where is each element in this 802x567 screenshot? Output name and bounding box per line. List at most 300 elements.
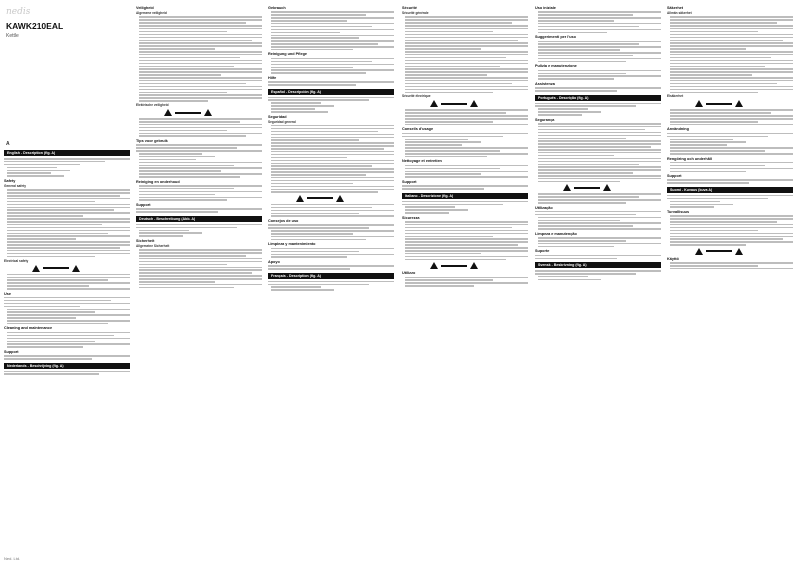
text-line xyxy=(4,297,130,299)
text-line xyxy=(538,52,661,54)
caution-box-icon xyxy=(441,103,467,105)
text-line xyxy=(535,273,636,275)
text-line xyxy=(535,270,661,272)
text-line xyxy=(271,148,384,150)
text-line xyxy=(670,238,783,240)
text-line xyxy=(271,207,372,209)
text-line xyxy=(271,67,353,69)
text-line xyxy=(670,162,793,164)
section-bar: Français - Description (fig. A) xyxy=(268,273,394,279)
warning-triangle-icon xyxy=(695,248,703,255)
text-line xyxy=(538,202,626,204)
footer: Ned. Ltd. xyxy=(4,556,21,561)
text-line xyxy=(139,54,262,56)
text-line xyxy=(139,287,234,289)
text-line xyxy=(402,133,528,135)
text-line xyxy=(139,60,262,62)
text-line xyxy=(139,252,262,254)
text-line xyxy=(139,258,262,260)
text-line xyxy=(271,131,378,133)
text-line xyxy=(7,238,76,240)
text-line xyxy=(670,25,793,27)
text-line xyxy=(7,279,108,281)
caution-label xyxy=(164,109,262,116)
heading: Consejos de uso xyxy=(268,218,299,223)
text-line xyxy=(7,282,130,284)
text-line xyxy=(538,49,620,51)
text-line xyxy=(271,43,378,45)
text-line xyxy=(670,51,793,53)
text-line xyxy=(670,63,793,65)
text-line xyxy=(538,228,661,230)
text-line xyxy=(670,109,793,111)
text-line xyxy=(405,139,468,141)
text-line xyxy=(405,233,528,235)
subheading: Electrical safety xyxy=(4,258,29,263)
text-line xyxy=(538,14,633,16)
text-line xyxy=(271,128,394,130)
heading: Conseils d'usage xyxy=(402,127,434,132)
text-line xyxy=(271,49,353,51)
warning-triangle-icon xyxy=(164,109,172,116)
heading: Reinigung und Pflege xyxy=(268,52,308,57)
column-3 xyxy=(268,4,394,292)
text-line xyxy=(538,75,661,77)
subheading: Elsäkerhet xyxy=(667,94,684,99)
text-line xyxy=(670,22,777,24)
warning-triangle-icon xyxy=(603,184,611,191)
text-line xyxy=(405,22,512,24)
warning-triangle-icon xyxy=(430,262,438,269)
section-bar: Italiano - Descrizione (fig. A) xyxy=(402,193,528,199)
text-line xyxy=(139,191,262,193)
text-line xyxy=(271,69,394,71)
warning-triangle-icon xyxy=(470,262,478,269)
text-line xyxy=(139,272,252,274)
text-line xyxy=(271,236,394,238)
text-line xyxy=(7,221,130,223)
text-line xyxy=(405,277,528,279)
text-line xyxy=(405,25,528,27)
text-line xyxy=(538,58,661,60)
text-line xyxy=(405,34,528,36)
caution-box-icon xyxy=(441,265,467,267)
text-line xyxy=(405,51,528,53)
text-line xyxy=(538,166,661,168)
text-line xyxy=(139,162,262,164)
text-line xyxy=(7,320,130,322)
text-line xyxy=(7,314,130,316)
text-line xyxy=(271,286,321,288)
text-line xyxy=(670,147,793,149)
text-line xyxy=(139,261,262,263)
text-line xyxy=(670,206,714,208)
text-line xyxy=(670,77,793,79)
text-line xyxy=(7,195,120,197)
text-line xyxy=(7,332,130,334)
text-line xyxy=(7,227,130,229)
text-line xyxy=(538,155,614,157)
text-line xyxy=(139,188,234,190)
text-line xyxy=(538,199,661,201)
text-line xyxy=(139,127,262,129)
warning-triangle-icon xyxy=(470,100,478,107)
text-line xyxy=(405,63,528,65)
text-line xyxy=(405,37,528,39)
text-line xyxy=(139,167,262,169)
text-line xyxy=(670,83,777,85)
text-line xyxy=(271,17,394,19)
text-line xyxy=(405,279,493,281)
subheading: Elektrische veiligheid xyxy=(136,103,169,108)
text-line xyxy=(271,165,372,167)
subheading: Allmän säkerhet xyxy=(667,11,692,15)
text-line xyxy=(139,275,262,277)
text-line xyxy=(538,161,661,163)
text-line xyxy=(535,103,661,105)
text-line xyxy=(402,136,503,138)
heading: Turvallisuus xyxy=(667,209,690,214)
text-line xyxy=(271,289,334,291)
text-line xyxy=(139,45,262,47)
text-line xyxy=(538,246,614,248)
text-line xyxy=(139,232,202,234)
text-line xyxy=(139,80,262,82)
text-line xyxy=(139,133,262,135)
text-line xyxy=(271,142,394,144)
text-line xyxy=(670,171,746,173)
text-line xyxy=(670,42,793,44)
text-line xyxy=(670,204,733,206)
warning-triangle-icon xyxy=(72,265,80,272)
text-line xyxy=(405,144,462,146)
section-bar: Deutsch - Beschreibung (Abb. A) xyxy=(136,216,262,222)
text-line xyxy=(538,61,626,63)
text-line xyxy=(538,172,633,174)
text-line xyxy=(271,105,334,107)
text-line xyxy=(7,323,108,325)
text-line xyxy=(7,212,130,214)
column-2 xyxy=(136,4,262,290)
text-line xyxy=(538,17,661,19)
text-line xyxy=(7,207,130,209)
text-line xyxy=(139,170,221,172)
text-line xyxy=(405,224,528,226)
text-line xyxy=(670,31,758,33)
text-line xyxy=(538,43,639,45)
heading: Rengöring och underhåll xyxy=(667,156,712,161)
text-line xyxy=(405,256,528,258)
text-line xyxy=(136,227,237,229)
heading: Utilização xyxy=(535,205,553,210)
text-line xyxy=(670,66,765,68)
text-line xyxy=(405,173,481,175)
text-line xyxy=(538,140,661,142)
text-line xyxy=(7,250,130,252)
text-line xyxy=(405,124,528,126)
warning-triangle-icon xyxy=(204,109,212,116)
text-line xyxy=(7,253,130,255)
text-line xyxy=(271,32,340,34)
text-line xyxy=(670,121,758,123)
heading: Utilizzo xyxy=(402,271,416,276)
caution-box-icon xyxy=(307,197,333,199)
text-line xyxy=(4,300,111,302)
text-line xyxy=(271,210,394,212)
text-line xyxy=(405,156,487,158)
text-line xyxy=(139,130,227,132)
text-line xyxy=(139,199,227,201)
text-line xyxy=(7,241,130,243)
text-line xyxy=(139,42,262,44)
text-line xyxy=(405,19,528,21)
text-line xyxy=(538,237,661,239)
text-line xyxy=(271,20,347,22)
text-line xyxy=(405,77,528,79)
heading: Veiligheid xyxy=(136,6,154,10)
warning-triangle-icon xyxy=(336,195,344,202)
heading: Uso iniziale xyxy=(535,6,556,10)
text-line xyxy=(538,181,620,183)
heading: Nettoyage et entretien xyxy=(402,159,442,164)
subheading: Allgemeine Sicherheit xyxy=(136,243,170,248)
text-line xyxy=(538,55,633,57)
text-line xyxy=(271,191,378,193)
text-line xyxy=(670,118,793,120)
text-line xyxy=(538,169,661,171)
text-line xyxy=(538,123,661,125)
section-bar: Português - Descrição (fig. A) xyxy=(535,95,661,101)
text-line xyxy=(139,124,262,126)
text-line xyxy=(271,177,394,179)
text-line xyxy=(271,163,394,165)
text-line xyxy=(139,74,221,76)
text-line xyxy=(271,254,394,256)
subheading: General safety xyxy=(4,183,26,188)
text-line xyxy=(7,341,95,343)
text-line xyxy=(271,23,394,25)
text-line xyxy=(271,14,366,16)
text-line xyxy=(271,111,328,113)
text-line xyxy=(271,46,394,48)
figure-label: A xyxy=(6,141,10,147)
caution-label xyxy=(563,184,661,191)
text-line xyxy=(670,233,793,235)
caution-box-icon xyxy=(175,112,201,114)
text-line xyxy=(538,217,661,219)
text-line xyxy=(405,92,493,94)
text-line xyxy=(7,224,102,226)
text-line xyxy=(667,182,749,184)
text-line xyxy=(139,71,262,73)
text-line xyxy=(670,124,793,126)
text-line xyxy=(405,83,512,85)
text-line xyxy=(139,34,262,36)
heading: Sécurité xyxy=(402,6,417,10)
text-line xyxy=(271,174,366,176)
text-line xyxy=(271,233,353,235)
caution-label xyxy=(430,100,528,107)
text-line xyxy=(405,74,487,76)
section-bar: Español - Descripción (fig. A) xyxy=(268,89,394,95)
text-line xyxy=(7,346,83,348)
text-line xyxy=(271,168,394,170)
text-line xyxy=(538,73,626,75)
text-line xyxy=(7,277,130,279)
text-line xyxy=(7,209,114,211)
text-line xyxy=(405,241,528,243)
product-name: Kettle xyxy=(6,33,19,39)
text-line xyxy=(139,153,202,155)
text-line xyxy=(670,86,793,88)
text-line xyxy=(667,133,793,135)
text-line xyxy=(402,204,503,206)
text-line xyxy=(405,31,493,33)
text-line xyxy=(4,355,130,357)
text-line xyxy=(670,37,793,39)
text-line xyxy=(538,243,661,245)
text-line xyxy=(7,338,130,340)
text-line xyxy=(405,165,528,167)
heading: Limpeza e manutenção xyxy=(535,231,577,236)
text-line xyxy=(670,40,783,42)
text-line xyxy=(7,309,130,311)
text-line xyxy=(670,57,771,59)
text-line xyxy=(136,208,262,210)
text-line xyxy=(136,224,262,226)
text-line xyxy=(538,178,661,180)
text-line xyxy=(405,153,528,155)
text-line xyxy=(538,138,626,140)
text-line xyxy=(405,28,528,30)
text-line xyxy=(139,281,215,283)
text-line xyxy=(271,157,347,159)
text-line xyxy=(271,72,366,74)
text-line xyxy=(670,54,793,56)
text-line xyxy=(538,220,620,222)
text-line xyxy=(7,198,130,200)
text-line xyxy=(139,255,246,257)
text-line xyxy=(139,284,262,286)
text-line xyxy=(405,253,481,255)
model-title: KAWK210EAL xyxy=(6,21,64,31)
text-line xyxy=(538,164,639,166)
text-line xyxy=(139,40,252,42)
text-line xyxy=(271,151,394,153)
text-line xyxy=(670,45,793,47)
warning-triangle-icon xyxy=(695,100,703,107)
text-line xyxy=(139,28,262,30)
text-line xyxy=(139,173,262,175)
text-line xyxy=(670,153,793,155)
text-line xyxy=(271,183,353,185)
warning-triangle-icon xyxy=(563,184,571,191)
text-line xyxy=(139,269,262,271)
warning-triangle-icon xyxy=(430,100,438,107)
text-line xyxy=(405,259,506,261)
heading: Gebrauch xyxy=(268,6,286,10)
text-line xyxy=(139,66,234,68)
text-line xyxy=(405,236,493,238)
text-line xyxy=(7,335,114,337)
heading: Sicurezza xyxy=(402,215,420,220)
text-line xyxy=(268,268,350,270)
text-line xyxy=(405,68,528,70)
heading: Seguridad xyxy=(268,114,287,119)
text-line xyxy=(7,343,130,345)
section-bar: Svensk - Beskrivning (fig. A) xyxy=(535,262,661,268)
text-line xyxy=(4,306,80,308)
text-line xyxy=(271,108,315,110)
heading: Tips voor gebruik xyxy=(136,138,168,143)
text-line xyxy=(535,87,661,89)
text-line xyxy=(268,81,394,83)
text-line xyxy=(667,198,768,200)
heading: Användning xyxy=(667,127,689,132)
caution-label xyxy=(32,265,130,272)
text-line xyxy=(139,37,262,39)
text-line xyxy=(402,201,528,203)
text-line xyxy=(271,251,359,253)
text-line xyxy=(670,236,793,238)
text-line xyxy=(271,29,394,31)
text-line xyxy=(538,149,661,151)
text-line xyxy=(7,189,130,191)
warning-triangle-icon xyxy=(296,195,304,202)
text-line xyxy=(538,193,661,195)
text-line xyxy=(139,118,262,120)
text-line xyxy=(139,264,227,266)
warning-triangle-icon xyxy=(735,248,743,255)
text-line xyxy=(271,102,321,104)
text-line xyxy=(271,239,366,241)
text-line xyxy=(7,274,130,276)
text-line xyxy=(139,230,189,232)
text-line xyxy=(271,61,372,63)
text-line xyxy=(538,158,661,160)
text-line xyxy=(271,180,394,182)
heading: Support xyxy=(667,174,682,179)
text-line xyxy=(405,66,500,68)
text-line xyxy=(405,48,481,50)
text-line xyxy=(670,230,758,232)
heading: Support xyxy=(136,202,151,207)
text-line xyxy=(139,185,262,187)
text-line xyxy=(139,278,262,280)
heading: Use xyxy=(4,291,11,296)
text-line xyxy=(670,218,793,220)
text-line xyxy=(535,255,661,257)
text-line xyxy=(670,265,758,267)
text-line xyxy=(7,247,120,249)
heading: Pulizia e manutenzione xyxy=(535,64,577,69)
text-line xyxy=(535,105,636,107)
text-line xyxy=(268,84,356,86)
text-line xyxy=(538,279,601,281)
text-line xyxy=(670,48,746,50)
text-line xyxy=(405,150,500,152)
text-line xyxy=(538,78,614,80)
heading: Support xyxy=(4,349,19,354)
text-line xyxy=(405,112,506,114)
text-line xyxy=(670,112,771,114)
text-line xyxy=(538,70,661,72)
text-line xyxy=(538,23,661,25)
column-1 xyxy=(4,4,130,376)
text-line xyxy=(670,221,777,223)
text-line xyxy=(535,211,661,213)
text-line xyxy=(139,51,262,53)
